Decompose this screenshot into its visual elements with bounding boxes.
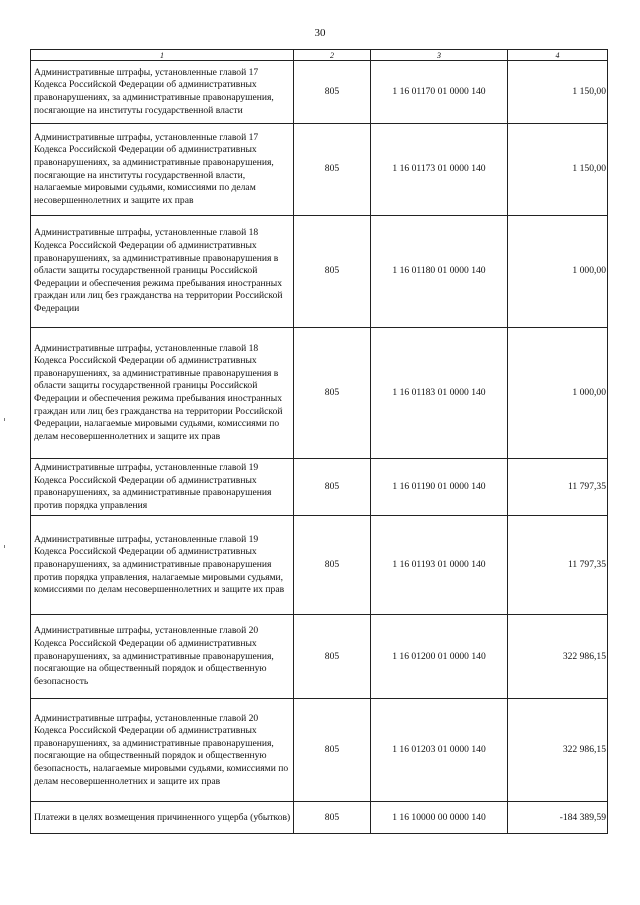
budget-code-cell: 1 16 01183 01 0000 140 <box>371 328 508 459</box>
budget-code-cell: 1 16 10000 00 0000 140 <box>371 802 508 834</box>
budget-code-cell: 1 16 01170 01 0000 140 <box>371 61 508 124</box>
administrator-code-cell: 805 <box>294 216 371 328</box>
amount-cell: -184 389,59 <box>508 802 608 834</box>
administrator-code-cell: 805 <box>294 124 371 216</box>
table-row <box>31 699 608 802</box>
table-row <box>31 216 608 328</box>
page-number: 30 <box>314 27 326 39</box>
administrator-code-cell: 805 <box>294 516 371 615</box>
budget-code-cell: 1 16 01200 01 0000 140 <box>371 615 508 699</box>
table-row <box>31 124 608 216</box>
amount-cell: 1 150,00 <box>508 61 608 124</box>
budget-code-cell: 1 16 01193 01 0000 140 <box>371 516 508 615</box>
budget-code-cell: 1 16 01173 01 0000 140 <box>371 124 508 216</box>
revenue-table <box>30 49 608 834</box>
amount-cell: 1 000,00 <box>508 216 608 328</box>
scan-mark <box>4 545 5 548</box>
column-number: 1 <box>31 50 294 61</box>
revenue-name-cell: Административные штрафы, установленные главой 17 Кодекса Российской Федерации об административных правонарушениях, за административные правонарушения, посягающие на институты государственной власти <box>31 61 294 124</box>
amount-cell: 1 150,00 <box>508 124 608 216</box>
revenue-name-cell: Административные штрафы, установленные главой 19 Кодекса Российской Федерации об административных правонарушениях, за административные правонарушения против порядка управления, налагаемые мировыми судьями, комиссиями по делам несовершеннолетних и защите их прав <box>31 516 294 615</box>
budget-code-cell: 1 16 01190 01 0000 140 <box>371 459 508 516</box>
administrator-code-cell: 805 <box>294 459 371 516</box>
amount-cell: 11 797,35 <box>508 516 608 615</box>
revenue-name-cell: Административные штрафы, установленные главой 18 Кодекса Российской Федерации об административных правонарушениях, за административные правонарушения в области защиты государственной границы Российской Федерации и обеспечения режима пребывания иностранных граждан или лиц без гражданства на территории Российской Федерации, налагаемые мировыми судьями, комиссиями по делам несовершеннолетних и защите их прав <box>31 328 294 459</box>
amount-cell: 1 000,00 <box>508 328 608 459</box>
column-number: 3 <box>371 50 508 61</box>
revenue-name-cell: Платежи в целях возмещения причиненного ущерба (убытков) <box>31 802 294 834</box>
revenue-name-cell: Административные штрафы, установленные главой 18 Кодекса Российской Федерации об административных правонарушениях, за административные правонарушения в области защиты государственной границы Российской Федерации и обеспечения режима пребывания иностранных граждан или лиц без гражданства на территории Российской Федерации <box>31 216 294 328</box>
amount-cell: 322 986,15 <box>508 615 608 699</box>
administrator-code-cell: 805 <box>294 61 371 124</box>
revenue-name-cell: Административные штрафы, установленные главой 20 Кодекса Российской Федерации об административных правонарушениях, за административные правонарушения, посягающие на общественный порядок и общественную безопасность, налагаемые мировыми судьями, комиссиями по делам несовершеннолетних и защите их прав <box>31 699 294 802</box>
amount-cell: 11 797,35 <box>508 459 608 516</box>
column-number: 2 <box>294 50 371 61</box>
table-row <box>31 328 608 459</box>
column-number-row <box>31 50 608 61</box>
column-number: 4 <box>508 50 608 61</box>
revenue-name-cell: Административные штрафы, установленные главой 17 Кодекса Российской Федерации об административных правонарушениях, за административные правонарушения, посягающие на институты государственной власти, налагаемые мировыми судьями, комиссиями по делам несовершеннолетних и защите их прав <box>31 124 294 216</box>
revenue-name-cell: Административные штрафы, установленные главой 19 Кодекса Российской Федерации об административных правонарушениях, за административные правонарушения против порядка управления <box>31 459 294 516</box>
administrator-code-cell: 805 <box>294 802 371 834</box>
administrator-code-cell: 805 <box>294 699 371 802</box>
table-row <box>31 615 608 699</box>
table-row <box>31 516 608 615</box>
administrator-code-cell: 805 <box>294 328 371 459</box>
budget-code-cell: 1 16 01180 01 0000 140 <box>371 216 508 328</box>
scan-mark <box>4 418 5 421</box>
budget-code-cell: 1 16 01203 01 0000 140 <box>371 699 508 802</box>
amount-cell: 322 986,15 <box>508 699 608 802</box>
administrator-code-cell: 805 <box>294 615 371 699</box>
table-row <box>31 459 608 516</box>
table-row <box>31 61 608 124</box>
revenue-name-cell: Административные штрафы, установленные главой 20 Кодекса Российской Федерации об административных правонарушениях, за административные правонарушения, посягающие на общественный порядок и общественную безопасность <box>31 615 294 699</box>
table-row <box>31 802 608 834</box>
